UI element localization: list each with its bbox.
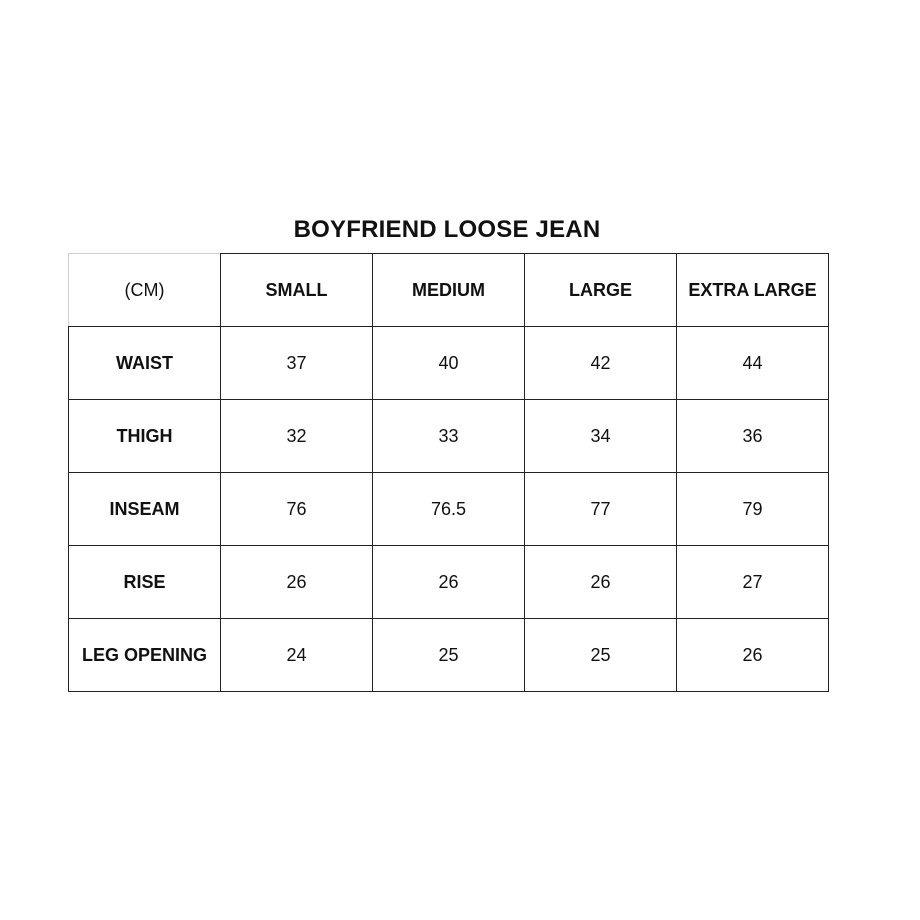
- row-label-thigh: THIGH: [69, 400, 221, 473]
- table-cell: 76.5: [373, 473, 525, 546]
- size-chart-table: [68, 253, 829, 692]
- header-row: [69, 254, 829, 327]
- table-cell: 37: [221, 327, 373, 400]
- table-row: [69, 473, 829, 546]
- table-cell: 25: [525, 619, 677, 692]
- table-cell: 26: [525, 546, 677, 619]
- column-header-medium: MEDIUM: [373, 254, 525, 327]
- table-cell: 42: [525, 327, 677, 400]
- unit-label: (CM): [69, 254, 221, 327]
- table-cell: 32: [221, 400, 373, 473]
- table-cell: 24: [221, 619, 373, 692]
- table-cell: 77: [525, 473, 677, 546]
- table-cell: 26: [677, 619, 829, 692]
- row-label-waist: WAIST: [69, 327, 221, 400]
- table-cell: 27: [677, 546, 829, 619]
- table-cell: 40: [373, 327, 525, 400]
- table-row: [69, 400, 829, 473]
- column-header-extra-large: EXTRA LARGE: [677, 254, 829, 327]
- table-cell: 26: [221, 546, 373, 619]
- table-cell: 33: [373, 400, 525, 473]
- table-row: [69, 546, 829, 619]
- column-header-large: LARGE: [525, 254, 677, 327]
- table-cell: 76: [221, 473, 373, 546]
- column-header-small: SMALL: [221, 254, 373, 327]
- table-row: [69, 619, 829, 692]
- table-row: [69, 327, 829, 400]
- table-cell: 25: [373, 619, 525, 692]
- row-label-inseam: INSEAM: [69, 473, 221, 546]
- table-cell: 26: [373, 546, 525, 619]
- table-cell: 79: [677, 473, 829, 546]
- row-label-leg-opening: LEG OPENING: [69, 619, 221, 692]
- row-label-rise: RISE: [69, 546, 221, 619]
- table-cell: 44: [677, 327, 829, 400]
- table-cell: 36: [677, 400, 829, 473]
- table-cell: 34: [525, 400, 677, 473]
- page-title: BOYFRIEND LOOSE JEAN: [293, 216, 601, 243]
